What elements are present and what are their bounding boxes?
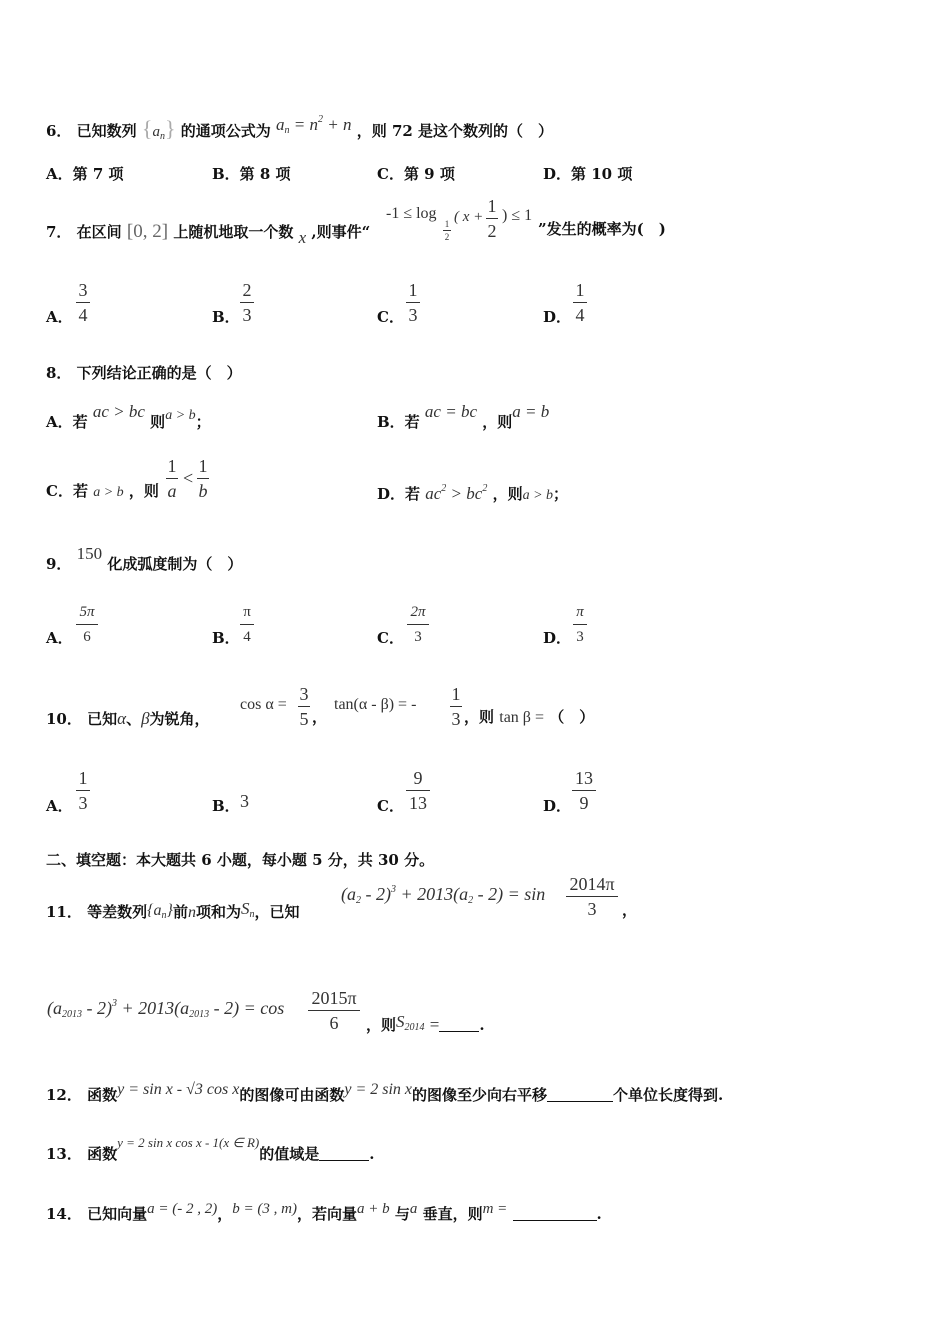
q6-option-b: B．第 8 项 [212, 165, 291, 183]
q13-answer-blank[interactable] [319, 1146, 369, 1161]
q11-eq2-frac: 2015π 6 [308, 987, 360, 1034]
q6-text-1: 已知数列 [76, 122, 137, 140]
q7-label-c: C． [377, 308, 404, 326]
q8-b-res: a = b [512, 402, 550, 421]
brace-left: { [141, 116, 153, 141]
q10-cos: cos α = [240, 696, 287, 713]
q7-frac-c: 1 3 [406, 279, 420, 326]
q14-sum: a + b [356, 1201, 390, 1217]
q10-cos-frac: 3 5 [299, 684, 309, 729]
q7-frac-a: 3 4 [76, 279, 90, 326]
q9-label-a: A． [46, 629, 73, 647]
brace-right: } [164, 116, 176, 141]
q11-S: $S_n$ [240, 899, 255, 920]
q7-frac-d: 1 4 [573, 279, 587, 326]
q6-number: 6． [46, 122, 72, 140]
q11-tail: ，则$S_{2014}$ = . [366, 1012, 485, 1034]
q6-option-d: D．第 10 项 [543, 165, 633, 183]
q7-interval: [0, 2] [126, 221, 169, 242]
q8-c-frac-2: 1 b [198, 456, 208, 501]
q7-label-b: B． [212, 308, 240, 326]
question-11: 11． 等差数列$\{a_n\}$前n项和为$S_n$，已知 [46, 899, 300, 921]
q6-seq-sub: n [159, 131, 165, 142]
beta: β [141, 709, 150, 728]
q10-label-c: C． [377, 797, 404, 815]
q11-answer-blank[interactable] [439, 1017, 479, 1032]
q12-f2: y = 2 sin x [344, 1081, 413, 1098]
q11-seq: $\{a_n\}$ [147, 902, 173, 921]
q14-answer-blank[interactable] [513, 1206, 597, 1221]
q7-event-right: ) ≤ 1 [502, 207, 533, 224]
question-9 [46, 544, 243, 573]
q8-option-a: A．若 ac > bc 则a > b； [46, 402, 211, 431]
q6-option-c: C．第 9 项 [377, 165, 455, 183]
question-6 [46, 114, 554, 142]
alpha: α [117, 709, 127, 728]
q8-number: 8． [46, 364, 72, 382]
q7-label-d: D． [543, 308, 572, 326]
q14-m: m = [482, 1201, 508, 1217]
q8-a-cond: ac > bc [92, 402, 145, 421]
q7-event-left: -1 ≤ log [386, 205, 437, 222]
q9-frac-b: π 4 [240, 601, 254, 648]
q7-text-2: 上随机地取一个数 [173, 223, 294, 241]
q10-frac-d: 13 9 [572, 767, 596, 814]
q7-label-a: A． [46, 308, 73, 326]
q13-f: y = 2 sin x cos x - 1(x ∈ R) [117, 1135, 260, 1150]
q10-label-b: B． [212, 797, 240, 815]
q10-label-d: D． [543, 797, 572, 815]
q9-frac-d: π 3 [573, 601, 587, 648]
q8-c-lt: < [183, 468, 194, 488]
q6-formula: $a_n = n^2 + n$ [276, 114, 352, 136]
q9-label-d: D． [543, 629, 572, 647]
q14-a: a [409, 1201, 418, 1217]
q7-text-4: ”发生的概率为( ) [538, 220, 666, 238]
q8-d-cond: $ac^2 > bc^2$ [425, 483, 488, 503]
q7-number: 7． [46, 223, 72, 241]
question-8 [46, 366, 242, 381]
q6-option-a: A．第 7 项 [46, 165, 124, 183]
q11-eq1-frac: 2014π 3 [566, 873, 618, 920]
q12-answer-blank[interactable] [547, 1087, 613, 1102]
q8-option-c: C．若 a > b ，则 [46, 482, 159, 500]
q9-text: 化成弧度制为（ ） [107, 555, 243, 573]
q11-eq1-end: ， [622, 901, 638, 919]
q7-half: 1 2 [487, 196, 497, 241]
q6-text-3: ，则 72 是这个数列的（ ） [356, 122, 554, 140]
q11-eq2: $(a_{2013} - 2)^3 + 2013(a_{2013} - 2) = \cos$ [47, 998, 285, 1020]
q7-var: x [298, 228, 307, 247]
q10-frac-c: 9 13 [406, 767, 430, 814]
q8-c-cond: a > b [93, 485, 124, 500]
q8-c-frac-1: 1 a [167, 456, 177, 501]
q9-frac-a: 5π 6 [76, 601, 98, 648]
section-2-title: 二、填空题：本大题共 6 小题，每小题 5 分，共 30 分。 [46, 851, 435, 869]
q7-event-arg: ( x + [454, 209, 484, 225]
q9-label-c: C． [377, 629, 404, 647]
q10-b-value: 3 [240, 791, 249, 811]
q10-tail: ，则 tan β = （ ） [464, 708, 595, 726]
q6-seq: a [152, 124, 160, 140]
q7-frac-b: 2 3 [240, 279, 254, 326]
q9-number: 9． [46, 555, 72, 573]
question-7 [46, 221, 371, 247]
q9-label-b: B． [212, 629, 240, 647]
q10-label-a: A． [46, 797, 73, 815]
question-14: 14． 已知向量a = (- 2 , 2)，b = (3 , m)，若向量a + b 与a 垂直，则m = . [46, 1201, 602, 1223]
q10-tan-frac: 1 3 [451, 684, 461, 729]
q14-vector-b: b = (3 , m) [232, 1201, 297, 1217]
q12-f1: y = sin x - √3 cos x [117, 1081, 240, 1098]
question-12: 12． 函数y = sin x - √3 cos x的图像可由函数y = 2 sin x的图像至少向右平移 个单位长度得到. [46, 1081, 724, 1104]
q11-eq1: $(a_2 - 2)^3 + 2013(a_2 - 2) = \sin$ [341, 884, 546, 906]
q9-frac-c: 2π 3 [407, 601, 429, 648]
q7-text-1: 在区间 [76, 223, 122, 241]
q10-comma: ， [312, 708, 328, 726]
q10-tan: tan(α - β) = - [334, 696, 417, 713]
q9-value: 150 [76, 544, 103, 563]
question-13: 13． 函数y = 2 sin x cos x - 1(x ∈ R)的值域是 . [46, 1135, 375, 1163]
q10-ask: tan β = [499, 709, 544, 726]
q10-frac-a: 1 3 [76, 767, 90, 814]
q6-text-2: 的通项公式为 [180, 122, 271, 140]
q8-a-res: a > b [165, 408, 196, 423]
q8-b-cond: ac = bc [424, 402, 477, 421]
q7-text-3: ,则事件“ [311, 223, 371, 241]
q8-option-d: D．若 $ac^2 > bc^2$ ，则a > b； [377, 483, 569, 503]
q8-option-b: B．若 ac = bc ，则a = b [377, 402, 550, 431]
question-10: 10． 已知α、β为锐角， [46, 709, 210, 728]
q7-log-base: 1 2 [444, 219, 450, 242]
q11-S2014: $S_{2014}$ [396, 1012, 425, 1033]
q8-text: 下列结论正确的是（ ） [76, 364, 242, 382]
q14-vector-a: a = (- 2 , 2) [147, 1201, 218, 1217]
